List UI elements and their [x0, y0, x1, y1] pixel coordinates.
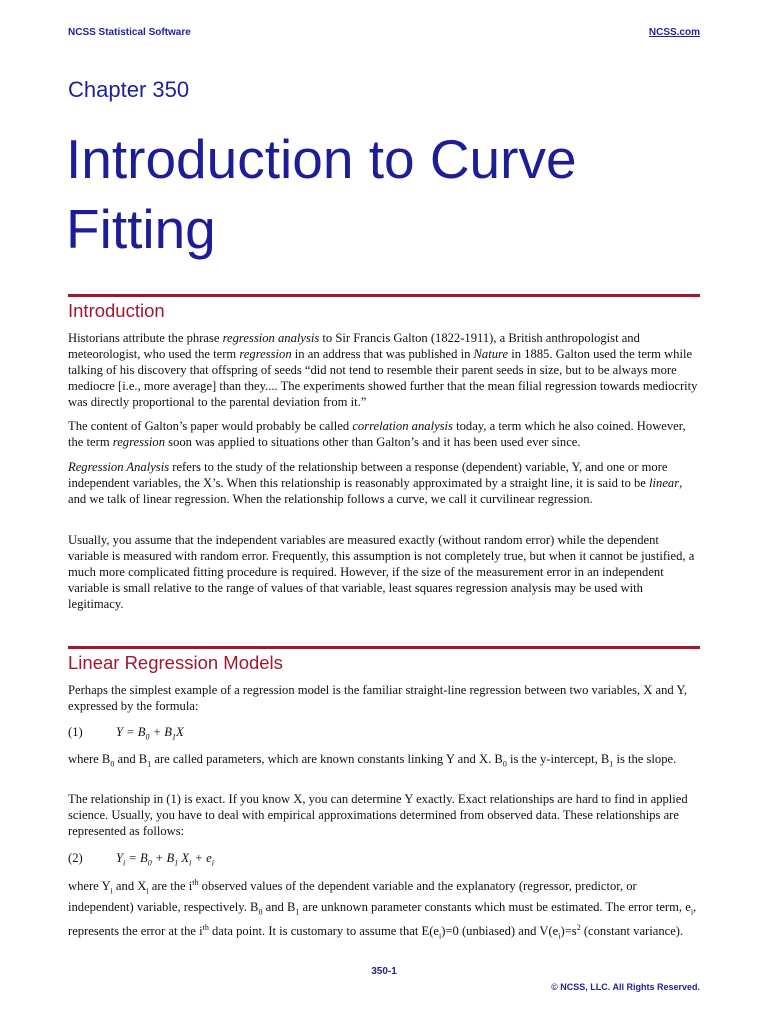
equation-number: (2): [68, 851, 83, 865]
software-name: NCSS Statistical Software: [68, 27, 191, 38]
intro-paragraph-4: Usually, you assume that the independent variables are measured exactly (without random error) while the dependent variable is measured with random error. Frequently, this assumption is not completely true, but when it cannot be justified, a much more complicated fitting procedure is required. However, if the size of the measurement error in an independent variable is small relative to the range of values of that variable, least squares regression analysis may be used with legitimacy.: [68, 533, 695, 611]
equation-formula: $Y_i = B_0 + B_1$ $X_i + e_i$: [116, 851, 214, 868]
section-heading-linear-regression-models: Linear Regression Models: [68, 646, 700, 674]
page-number: 350-1: [371, 966, 397, 977]
linear-paragraph-3: The relationship in (1) is exact. If you know X, you can determine Y exactly. Exact relationships are hard to find in applied science. Usually, you have to deal with empirical approximations determined from observed data. These relationships are represented as follows:: [68, 792, 688, 838]
page-title: Introduction to Curve Fitting: [66, 128, 577, 260]
page-header: [68, 27, 700, 41]
intro-paragraph-3: Regression Analysis refers to the study of the relationship between a response (dependent) variable, Y, and one or more independent variables, the X’s. When this relationship is reasonably approximated by a straight line, it is said to be linear, and we talk of linear regression. When the relationship follows a curve, we call it curvilinear regression.: [68, 460, 683, 506]
intro-paragraph-1: Historians attribute the phrase regression analysis to Sir Francis Galton (1822-1911), a British anthropologist and meteorologist, who used the term regression in an address that was published in Nature in 1885. Galton used the term while talking of his discovery that offspring of seeds “did not tend to resemble their parent seeds in size, but to be always more mediocre [i.e., more average] than they.... The experiments showed further that the mean filial regression towards mediocrity was directly proportional to the parental deviation from it.”: [68, 331, 698, 409]
intro-paragraph-2: The content of Galton’s paper would probably be called correlation analysis today, a term which he also coined. However, the term regression soon was applied to situations other than Galton’s and it has been used ever since.: [68, 419, 686, 449]
chapter-label: Chapter 350: [68, 77, 190, 102]
equation-formula: $Y = B_0 + B_1X$: [116, 725, 184, 742]
linear-paragraph-2: where $B_0$ and $B_1$ are called parameters, which are known constants linking Y and X. $B_0$ is the y-intercept, $B_1$ is the slope.: [68, 752, 677, 769]
linear-paragraph-1: Perhaps the simplest example of a regression model is the familiar straight-line regression between two variables, X and Y, expressed by the formula:: [68, 683, 688, 713]
copyright-notice: © NCSS, LLC. All Rights Reserved.: [551, 982, 700, 992]
equation-number: (1): [68, 725, 83, 739]
section-heading-introduction: Introduction: [68, 294, 700, 322]
linear-paragraph-4: where $Y_i$ and $X_i$ are the $i^{th}$ observed values of the dependent variable and the explanatory (regressor, predictor, or independent) variable, respectively. $B_0$ and $B_1$ are unknown parameter constants which must be estimated. The error term, $e_i$, represents the error at the $i^{th}$ data point. It is customary to assume that $E(e_i)=0$ (unbiased) and $V(e_i)=s^2$ (constant variance).: [68, 878, 697, 941]
ncss-link[interactable]: NCSS.com: [648, 27, 700, 38]
